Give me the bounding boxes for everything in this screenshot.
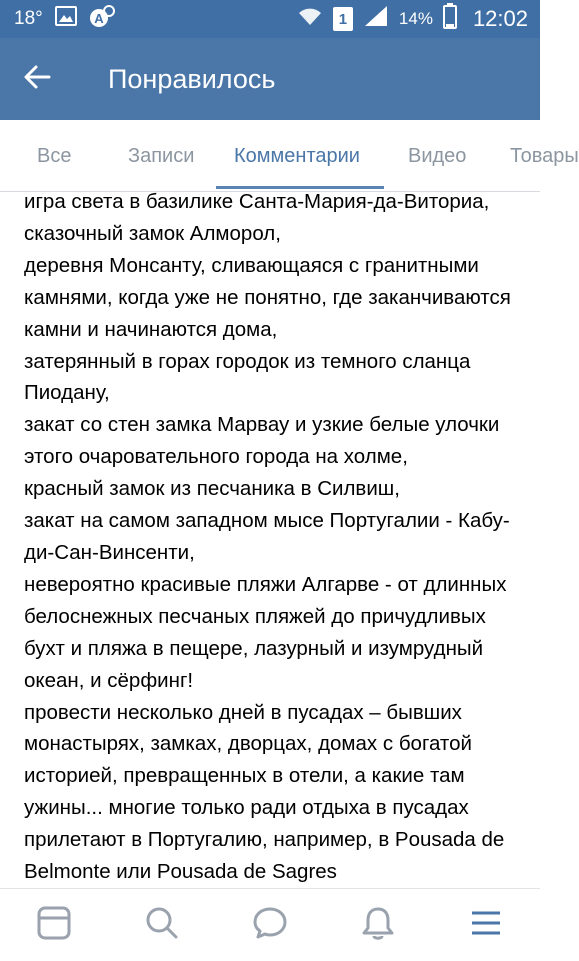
messages-icon bbox=[252, 906, 288, 945]
battery-icon bbox=[443, 3, 457, 35]
nav-menu-button[interactable] bbox=[432, 889, 540, 961]
comment-text: игра света в базилике Санта-Мария-да-Виториа, сказочный замок Алморол, деревня Монсанту, сливающаяся с гранитными камнями, когда уже не понятно, где заканчиваются камни и начинаются дома, затерянный в горах городок из темного сланца Пиодану, закат со стен замка Марвау и узкие белые улочки этого очаровательного города на холме, красный замок из песчаника в Силвиш, закат на самом западном мысе Португалии - Кабу-ди-Сан-Винсенти, невероятно красивые пляжи Алгарве - от длинных белоснежных песчаных пляжей до причудливых бухт и пляжа в пещере, лазурный и изумрудный океан, и сёрфинг! провести несколько дней в пусадах – бывших монастырях, замках, дворцах, домах с богатой историей, превращенных в отели, а какие там ужины... многие только ради отдыха в пусадах прилетают в Португалию, например, в Pousada de Belmonte или Pousada de Sagres bbox=[24, 190, 511, 884]
tab-posts[interactable]: Записи bbox=[128, 144, 195, 167]
tab-bar bbox=[0, 120, 579, 192]
app-notification-icon bbox=[89, 4, 115, 34]
gallery-icon bbox=[55, 6, 77, 32]
comment-feed[interactable] bbox=[0, 192, 540, 888]
nav-news-button[interactable] bbox=[0, 889, 108, 961]
arrow-left-icon bbox=[23, 65, 51, 94]
bottom-navigation bbox=[0, 888, 540, 960]
nav-search-button[interactable] bbox=[108, 889, 216, 961]
news-feed-icon bbox=[37, 906, 71, 945]
menu-icon bbox=[470, 909, 502, 942]
notifications-bell-icon bbox=[361, 905, 395, 946]
sim-indicator: 1 bbox=[333, 7, 353, 31]
nav-notifications-button[interactable] bbox=[324, 889, 432, 961]
signal-icon bbox=[363, 5, 389, 33]
search-icon bbox=[145, 906, 179, 945]
svg-text:A: A bbox=[94, 11, 104, 26]
status-bar bbox=[0, 0, 540, 38]
battery-percent: 14% bbox=[398, 9, 433, 28]
tab-all[interactable]: Все bbox=[37, 144, 72, 167]
back-button[interactable] bbox=[0, 38, 74, 120]
wifi-icon bbox=[297, 5, 323, 33]
tab-goods[interactable]: Товары bbox=[510, 144, 579, 167]
tab-comments[interactable]: Комментарии bbox=[234, 144, 360, 167]
app-bar bbox=[0, 38, 540, 120]
clock: 12:02 bbox=[472, 6, 528, 31]
page-title: Понравилось bbox=[108, 63, 276, 94]
nav-messages-button[interactable] bbox=[216, 889, 324, 961]
tab-videos[interactable]: Видео bbox=[408, 144, 467, 167]
notification-count: 18° bbox=[14, 8, 43, 29]
